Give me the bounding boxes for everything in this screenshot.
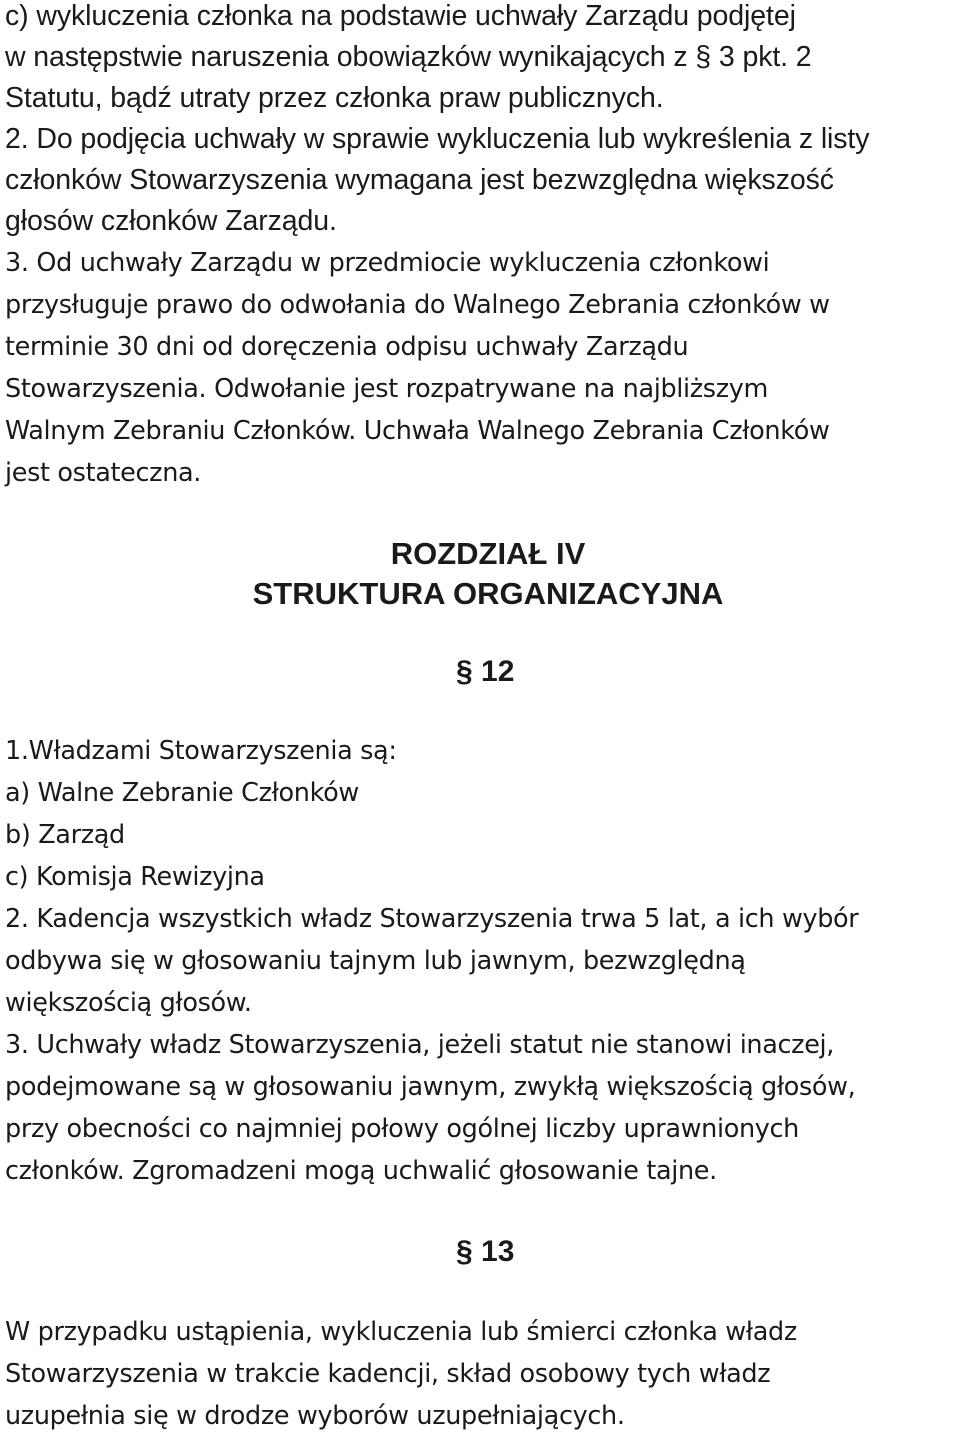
paragraph-mark-12: § 12 [456, 655, 515, 688]
text-line: 1.Władzami Stowarzyszenia są: [5, 736, 397, 766]
chapter-title: STRUKTURA ORGANIZACYJNA [252, 576, 724, 611]
text-line: W przypadku ustąpienia, wykluczenia lub śmierci członka władz [5, 1317, 797, 1347]
text-line: c) Komisja Rewizyjna [5, 862, 265, 892]
text-line: jest ostateczna. [5, 458, 202, 488]
text-line: członków Stowarzyszenia wymagana jest bezwzględna większość [5, 164, 834, 196]
text-line: 3. Uchwały władz Stowarzyszenia, jeżeli statut nie stanowi inaczej, [5, 1030, 835, 1060]
text-line: terminie 30 dni od doręczenia odpisu uchwały Zarządu [5, 332, 689, 362]
text-line: Stowarzyszenia w trakcie kadencji, skład osobowy tych władz [5, 1359, 771, 1389]
text-line: 2. Do podjęcia uchwały w sprawie wykluczenia lub wykreślenia z listy [5, 123, 870, 155]
text-line: członków. Zgromadzeni mogą uchwalić głosowanie tajne. [5, 1156, 717, 1186]
text-line: większością głosów. [5, 988, 252, 1018]
text-line: 2. Kadencja wszystkich władz Stowarzyszenia trwa 5 lat, a ich wybór [5, 904, 859, 934]
text-line: głosów członków Zarządu. [5, 205, 337, 237]
text-line: 3. Od uchwały Zarządu w przedmiocie wykluczenia członkowi [5, 248, 770, 278]
text-line: Stowarzyszenia. Odwołanie jest rozpatrywane na najbliższym [5, 374, 769, 404]
text-line: odbywa się w głosowaniu tajnym lub jawnym, bezwzględną [5, 946, 746, 976]
text-line: a) Walne Zebranie Członków [5, 778, 359, 808]
text-line: b) Zarząd [5, 820, 125, 850]
text-line: uzupełnia się w drodze wyborów uzupełniających. [5, 1401, 625, 1431]
text-line: przy obecności co najmniej połowy ogólnej liczby uprawnionych [5, 1114, 799, 1144]
text-line: podejmowane są w głosowaniu jawnym, zwykłą większością głosów, [5, 1072, 856, 1102]
text-line: Walnym Zebraniu Członków. Uchwała Walnego Zebrania Członków [5, 416, 830, 446]
text-line: c) wykluczenia członka na podstawie uchwały Zarządu podjętej [5, 0, 796, 32]
text-line: przysługuje prawo do odwołania do Walnego Zebrania członków w [5, 290, 830, 320]
text-line: Statutu, bądź utraty przez członka praw publicznych. [5, 82, 664, 114]
chapter-number: ROZDZIAŁ IV [390, 536, 586, 571]
paragraph-mark-13: § 13 [456, 1235, 515, 1268]
text-line: w następstwie naruszenia obowiązków wynikających z § 3 pkt. 2 [5, 41, 812, 73]
